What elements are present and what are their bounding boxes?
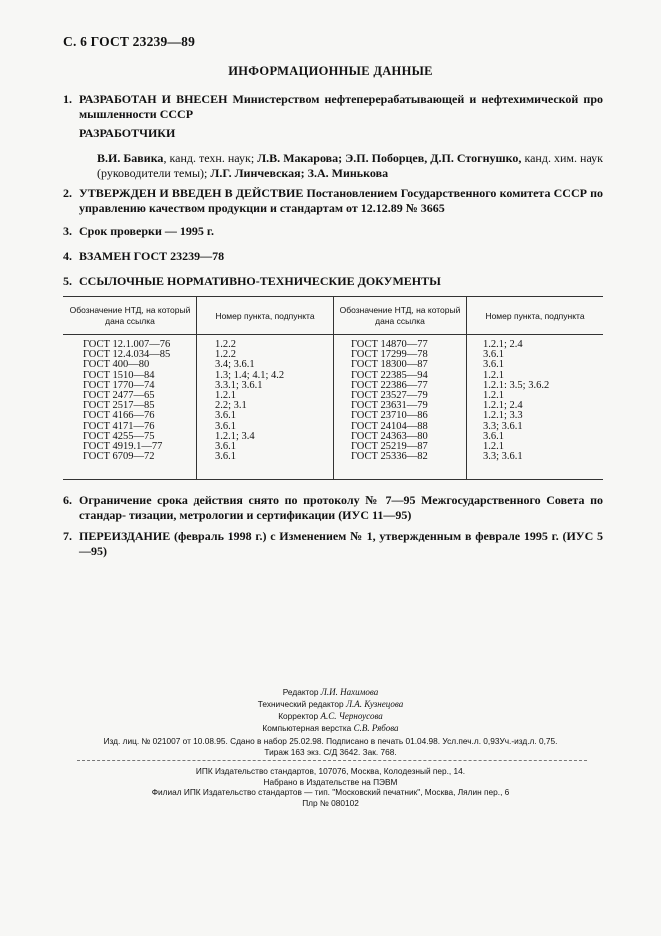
item-caps: ВЗАМЕН ГОСТ 23239—78 bbox=[79, 249, 225, 263]
developer-names: Л.Г. Линчевская; З.А. Минькова bbox=[210, 166, 389, 180]
credit-editor bbox=[0, 686, 661, 698]
table-cell: ГОСТ 1770—74 bbox=[83, 379, 155, 391]
credit-tech-editor bbox=[0, 698, 661, 710]
item-caps: РАЗРАБОТАН И ВНЕСЕН bbox=[79, 92, 228, 106]
credit-person: Л.И. Нахимова bbox=[320, 687, 379, 697]
table-cell: 3.6.1 bbox=[483, 359, 504, 371]
table-cell: 3.3.1; 3.6.1 bbox=[215, 379, 263, 391]
table-cell: ГОСТ 23631—79 bbox=[351, 400, 428, 412]
item-number: 7. bbox=[63, 529, 72, 543]
table-cell: ГОСТ 24363—80 bbox=[351, 430, 428, 442]
credit-person: А.С. Черноусова bbox=[320, 711, 383, 721]
table-cell: ГОСТ 2517—85 bbox=[83, 400, 155, 412]
item-caps: УТВЕРЖДЕН И ВВЕДЕН В ДЕЙСТВИЕ bbox=[79, 186, 304, 200]
table-cell: 2.2; 3.1 bbox=[215, 400, 247, 412]
table-cell: 1.2.1: 3.5; 3.6.2 bbox=[483, 379, 550, 391]
table-divider bbox=[466, 297, 467, 479]
table-cell: ГОСТ 12.4.034—85 bbox=[83, 349, 171, 361]
imprint-line: Набрано в Издательстве на ПЭВМ bbox=[263, 776, 398, 787]
table-cell: 1.3; 1.4; 4.1; 4.2 bbox=[215, 369, 285, 381]
table-cell: ГОСТ 12.1.007—76 bbox=[83, 339, 171, 350]
table-cell: 3.6.1 bbox=[215, 451, 236, 463]
item-7 bbox=[63, 529, 603, 559]
table-cell: ГОСТ 22385—94 bbox=[351, 369, 428, 381]
publisher-block bbox=[0, 766, 661, 808]
table-cell: 1.2.1 bbox=[215, 389, 236, 401]
table-cell: ГОСТ 17299—78 bbox=[351, 349, 428, 361]
item-number: 1. bbox=[63, 92, 72, 106]
item-3 bbox=[63, 224, 603, 239]
table-cell: ГОСТ 6709—72 bbox=[83, 451, 155, 463]
ntd-column-left bbox=[83, 340, 170, 462]
developers-heading: РАЗРАБОТЧИКИ bbox=[79, 126, 176, 140]
credit-layout bbox=[0, 722, 661, 734]
table-cell: ГОСТ 23710—86 bbox=[351, 410, 428, 422]
page-header: С. 6 ГОСТ 23239—89 bbox=[63, 34, 196, 49]
section-title: ИНФОРМАЦИОННЫЕ ДАННЫЕ bbox=[228, 64, 433, 78]
table-cell: 1.2.2 bbox=[215, 349, 236, 361]
table-cell: ГОСТ 22386—77 bbox=[351, 379, 428, 391]
imprint-block bbox=[0, 736, 661, 757]
item-number: 2. bbox=[63, 186, 72, 200]
credit-role: Компьютерная верстка bbox=[262, 723, 354, 733]
item-caps: ССЫЛОЧНЫЕ НОРМАТИВНО-ТЕХНИЧЕСКИЕ ДОКУМЕНТЫ bbox=[79, 274, 441, 288]
table-cell: ГОСТ 14870—77 bbox=[351, 339, 428, 350]
table-cell: 3.6.1 bbox=[483, 430, 504, 442]
table-cell: ГОСТ 4171—76 bbox=[83, 420, 155, 432]
separator-line bbox=[77, 760, 587, 761]
item-number: 4. bbox=[63, 249, 72, 263]
table-cell: 1.2.1; 3.3 bbox=[483, 410, 523, 422]
table-cell: 1.2.1; 2.4 bbox=[483, 339, 523, 350]
item-text: Постановлением Государственного комитета СССР по управлению качеством продукции и стандартам от 12.12.89 № 3665 bbox=[79, 186, 604, 215]
item-number: 3. bbox=[63, 224, 72, 238]
imprint-line: Плр № 080102 bbox=[302, 797, 359, 808]
column-header: Обозначение НТД, на который дана ссылка bbox=[339, 305, 461, 326]
table-cell: ГОСТ 4919.1—77 bbox=[83, 440, 163, 452]
table-cell: ГОСТ 1510—84 bbox=[83, 369, 155, 381]
clause-column-right bbox=[483, 340, 549, 462]
table-cell: ГОСТ 4166—76 bbox=[83, 410, 155, 422]
developer-degree: , канд. техн. наук; bbox=[163, 151, 258, 165]
table-cell: 3.6.1 bbox=[215, 440, 236, 452]
imprint-line: ИПК Издательство стандартов, 107076, Москва, Колодезный пер., 14. bbox=[195, 766, 466, 776]
credits-block bbox=[0, 686, 661, 734]
table-cell: 1.2.1 bbox=[483, 369, 504, 381]
imprint-line: Изд. лиц. № 021007 от 10.08.95. Сдано в набор 25.02.98. Подписано в печать 01.04.98. Усл.печ.л. 0,93Уч.-изд.л. 0,75. bbox=[103, 736, 558, 746]
item-caps: ПЕРЕИЗДАНИЕ bbox=[79, 529, 171, 543]
clause-column-left bbox=[215, 340, 284, 462]
table-cell: ГОСТ 23527—79 bbox=[351, 389, 428, 401]
item-text: Срок проверки — 1995 г. bbox=[79, 224, 214, 238]
item-text: (февраль 1998 г.) с Изменением № 1, утвержденным в феврале 1995 г. (ИУС 5—95) bbox=[79, 529, 604, 558]
credit-proofreader bbox=[0, 710, 661, 722]
table-cell: 1.2.1; 3.4 bbox=[215, 430, 255, 442]
developer-degree: канд. хим. наук (руководители темы); bbox=[97, 151, 604, 180]
item-1 bbox=[63, 92, 603, 122]
item-5 bbox=[63, 274, 603, 289]
item-text: Ограничение срока действия снято по протоколу № 7—95 Межгосударственного Совета по стандар- тизации, метрологии и сертификации (ИУС 11—95) bbox=[79, 493, 603, 522]
credit-role: Корректор bbox=[278, 711, 321, 721]
table-cell: 1.2.1 bbox=[483, 440, 504, 452]
item-2 bbox=[63, 186, 603, 216]
credit-role: Технический редактор bbox=[257, 699, 346, 709]
table-cell: 3.6.1 bbox=[215, 420, 236, 432]
table-divider bbox=[333, 297, 334, 479]
table-cell: 3.3; 3.6.1 bbox=[483, 451, 523, 463]
table-cell: 3.3; 3.6.1 bbox=[483, 420, 523, 432]
credit-person: С.В. Рябова bbox=[353, 723, 399, 733]
reference-table bbox=[63, 296, 603, 480]
item-text: Министерством нефтеперерабатывающей и нефтехимической про мышленности СССР bbox=[79, 92, 604, 121]
item-4 bbox=[63, 249, 603, 264]
developer-names: В.И. Бавика bbox=[97, 151, 164, 165]
table-cell: 3.4; 3.6.1 bbox=[215, 359, 255, 371]
table-cell: 3.6.1 bbox=[483, 349, 504, 361]
table-cell: 3.6.1 bbox=[215, 410, 236, 422]
table-cell: ГОСТ 25336—82 bbox=[351, 451, 428, 463]
table-cell: ГОСТ 4255—75 bbox=[83, 430, 155, 442]
table-divider bbox=[196, 297, 197, 479]
column-header: Номер пункта, подпункта bbox=[215, 311, 315, 321]
column-header: Номер пункта, подпункта bbox=[485, 311, 585, 321]
credit-person: Л.А. Кузнецова bbox=[345, 699, 404, 709]
column-header: Обозначение НТД, на который дана ссылка bbox=[69, 305, 191, 326]
table-cell: ГОСТ 18300—87 bbox=[351, 359, 428, 371]
table-cell: ГОСТ 25219—87 bbox=[351, 440, 428, 452]
table-cell: ГОСТ 2477—65 bbox=[83, 389, 155, 401]
item-number: 5. bbox=[63, 274, 72, 288]
table-cell: 1.2.1 bbox=[483, 389, 504, 401]
table-cell: 1.2.2 bbox=[215, 339, 236, 350]
table-cell: ГОСТ 24104—88 bbox=[351, 420, 428, 432]
developers-list bbox=[97, 151, 603, 181]
item-6 bbox=[63, 493, 603, 523]
table-cell: ГОСТ 400—80 bbox=[83, 359, 150, 371]
credit-role: Редактор bbox=[282, 687, 321, 697]
developer-names: Л.В. Макарова; Э.П. Поборцев, Д.П. Стогнушко, bbox=[257, 151, 522, 165]
ntd-column-right bbox=[351, 340, 428, 462]
imprint-line: Филиал ИПК Издательство стандартов — тип. "Московский печатник", Москва, Лялин пер., 6 bbox=[151, 787, 510, 797]
table-cell: 1.2.1; 2.4 bbox=[483, 400, 523, 412]
item-number: 6. bbox=[63, 493, 72, 507]
imprint-line: Тираж 163 экз. С/Д 3642. Зак. 768. bbox=[264, 746, 397, 757]
